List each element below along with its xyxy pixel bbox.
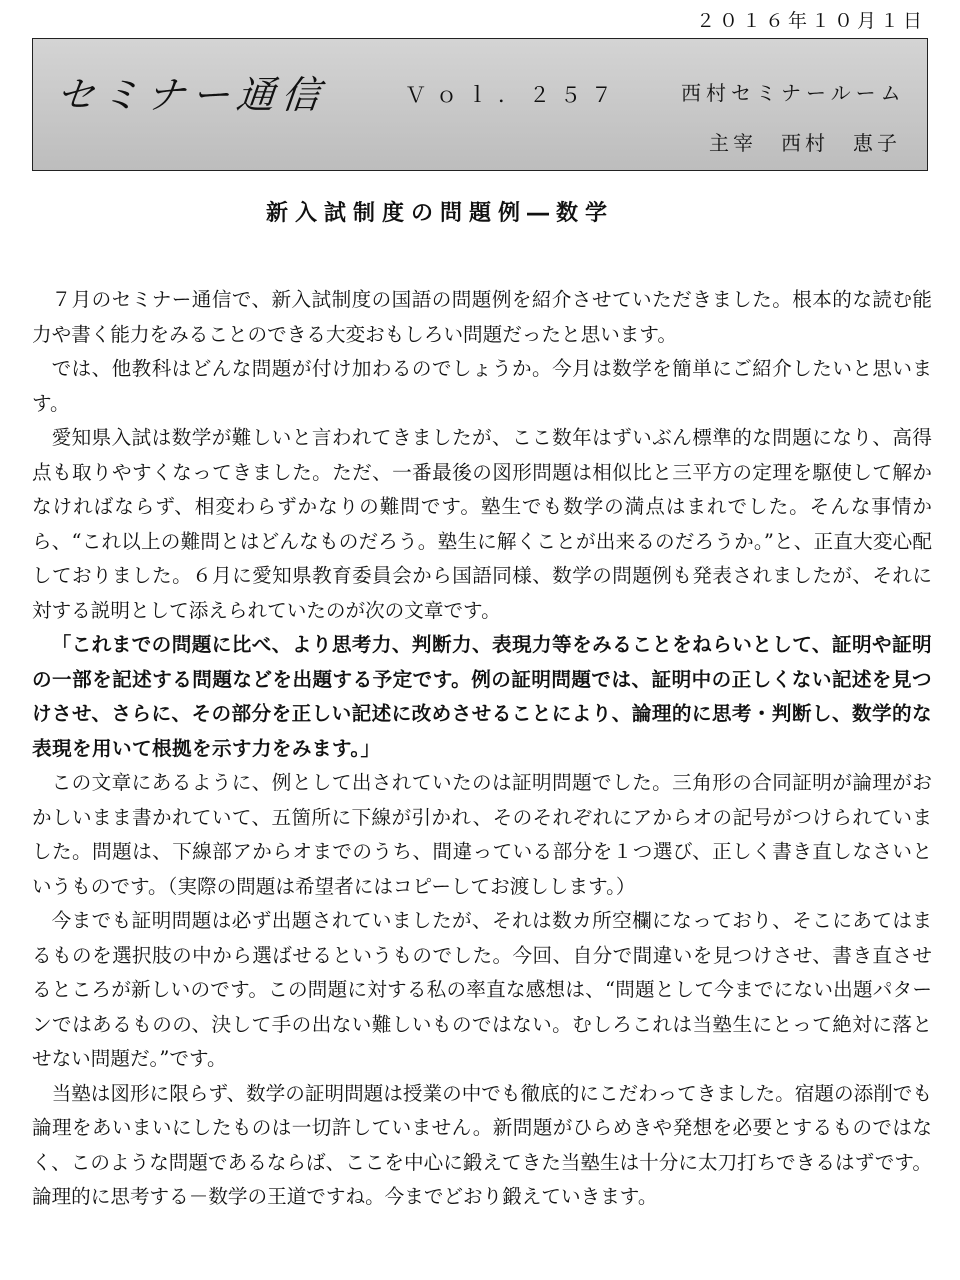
organization-name: 西村セミナールーム [681, 81, 906, 105]
issue-date: ２０１６年１０月１日 [695, 10, 926, 32]
article-title: 新入試制度の問題例―数学 [265, 201, 614, 226]
paragraph: ７月のセミナー通信で、新入試制度の国語の問題例を紹介させていただきました。根本的な読む能力や書く能力をみることのできる大変おもしろい問題だったと思います。 [32, 288, 932, 346]
article-body [32, 283, 932, 1215]
paragraph: 当塾は図形に限らず、数学の証明問題は授業の中でも徹底的にこだわってきました。宿題の添削でも論理をあいまいにしたものは一切許していません。新問題がひらめきや発想を必要とするものではなく、このような問題であるならば、ここを中心に鍛えてきた当塾生は十分に太刀打ちできるはずです。論理的に思考する－数学の王道ですね。今までどおり鍛えていきます。 [32, 1081, 932, 1208]
paragraph: 今までも証明問題は必ず出題されていましたが、それは数カ所空欄になっており、そこにあてはまるものを選択肢の中から選ばせるというものでした。今回、自分で間違いを見つけさせ、書き直させるところが新しいのです。この問題に対する私の率直な感想は、“問題として今までにない出題パターンではあるものの、決して手の出ない難しいものではない。むしろこれは当塾生にとって絶対に落とせない問題だ。”です。 [32, 909, 932, 1070]
quoted-statement: 「これまでの問題に比べ、より思考力、判断力、表現力等をみることをねらいとして、証明や証明の一部を記述する問題などを出題する予定です。例の証明問題では、証明中の正しくない記述を見つけさせ、さらに、その部分を正しい記述に改めさせることにより、論理的に思考・判断し、数学的な表現を用いて根拠を示す力をみます。」 [32, 633, 932, 760]
editor-name: 主宰 西村 恵子 [709, 131, 901, 155]
paragraph: この文章にあるように、例として出されていたのは証明問題でした。三角形の合同証明が論理がおかしいまま書かれていて、五箇所に下線が引かれ、そのそれぞれにアからオの記号がつけられていました。問題は、下線部アからオまでのうち、間違っている部分を１つ選び、正しく書き直しなさいというものです。（実際の問題は希望者にはコピーしてお渡しします。） [32, 771, 932, 898]
newsletter-title: セミナー通信 [54, 73, 329, 117]
paragraph: では、他教科はどんな問題が付け加わるのでしょうか。今月は数学を簡単にご紹介したいと思います。 [32, 357, 932, 415]
newsletter-header [32, 38, 928, 171]
volume-number: Ｖｏｌ．２５７ [405, 83, 622, 107]
paragraph: 愛知県入試は数学が難しいと言われてきましたが、ここ数年はずいぶん標準的な問題になり、高得点も取りやすくなってきました。ただ、一番最後の図形問題は相似比と三平方の定理を駆使して解かなければならず、相変わらずかなりの難問です。塾生でも数学の満点はまれでした。そんな事情から、“これ以上の難問とはどんなものだろう。塾生に解くことが出来るのだろうか。”と、正直大変心配しておりました。６月に愛知県教育委員会から国語同様、数学の問題例も発表されましたが、それに対する説明として添えられていたのが次の文章です。 [32, 426, 932, 622]
